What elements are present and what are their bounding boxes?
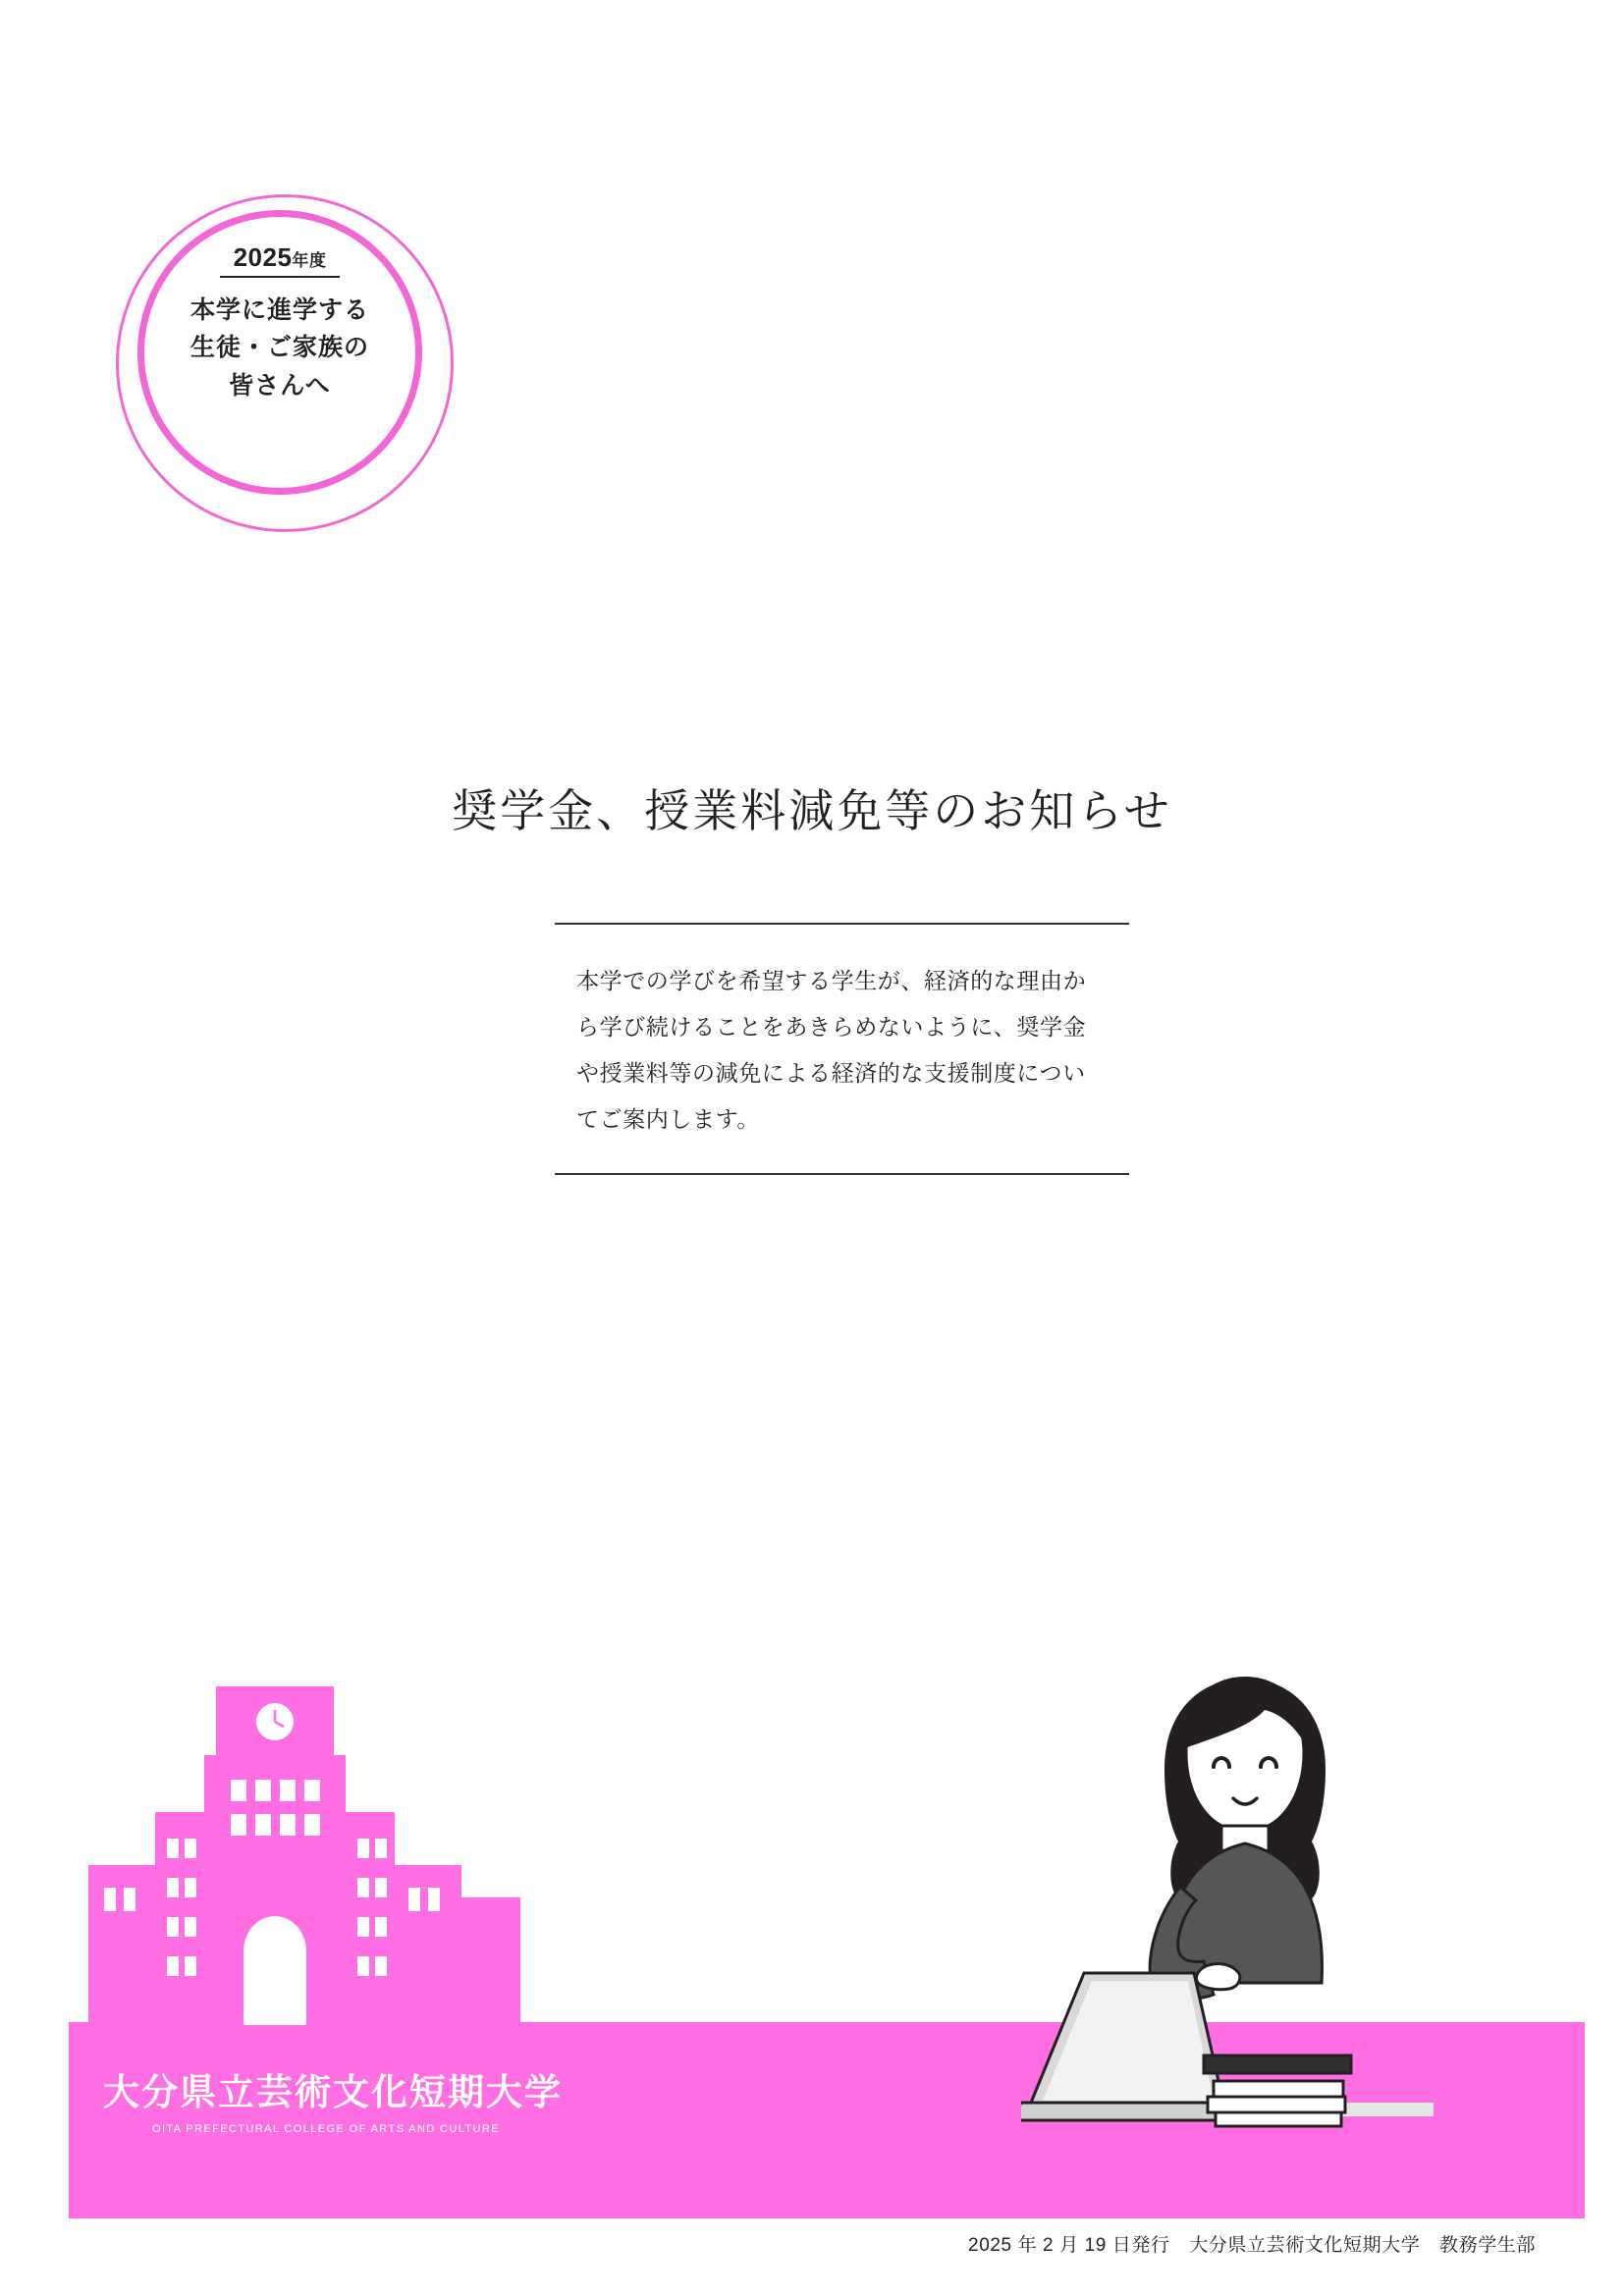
badge-line-2: 生徒・ご家族の: [189, 334, 369, 362]
badge-year-number: 2025: [233, 242, 293, 272]
lead-block: [555, 923, 1129, 1175]
footer-publication-info: 2025 年 2 月 19 日発行 大分県立芸術文化短期大学 教務学生部: [968, 2235, 1536, 2256]
lead-body: [555, 925, 1129, 1173]
building-icon: [69, 1686, 540, 2025]
lead-paragraph: 本学での学びを希望する学生が、経済的な理由から学び続けることをあきらめないように、奨学金や授業料等の減免による経済的な支援制度についてご案内します。: [576, 968, 1087, 1133]
lead-bottom-rule: [555, 1173, 1129, 1175]
person-with-laptop-illustration: [1021, 1659, 1434, 2179]
badge-stamp: [116, 194, 460, 538]
badge-line-3: 皆さんへ: [229, 372, 331, 400]
badge-lines: [145, 292, 414, 405]
badge-year: [220, 243, 341, 278]
badge-year-suffix: 年度: [292, 251, 327, 270]
badge-text-group: [145, 243, 414, 405]
page-title: 奨学金、授業料減免等のお知らせ: [452, 785, 1172, 836]
university-name-ja: 大分県立芸術文化短期大学: [103, 2072, 563, 2112]
university-name-en: OITA PREFECTURAL COLLEGE OF ARTS AND CULTURE: [152, 2123, 500, 2135]
badge-line-1: 本学に進学する: [189, 295, 369, 324]
